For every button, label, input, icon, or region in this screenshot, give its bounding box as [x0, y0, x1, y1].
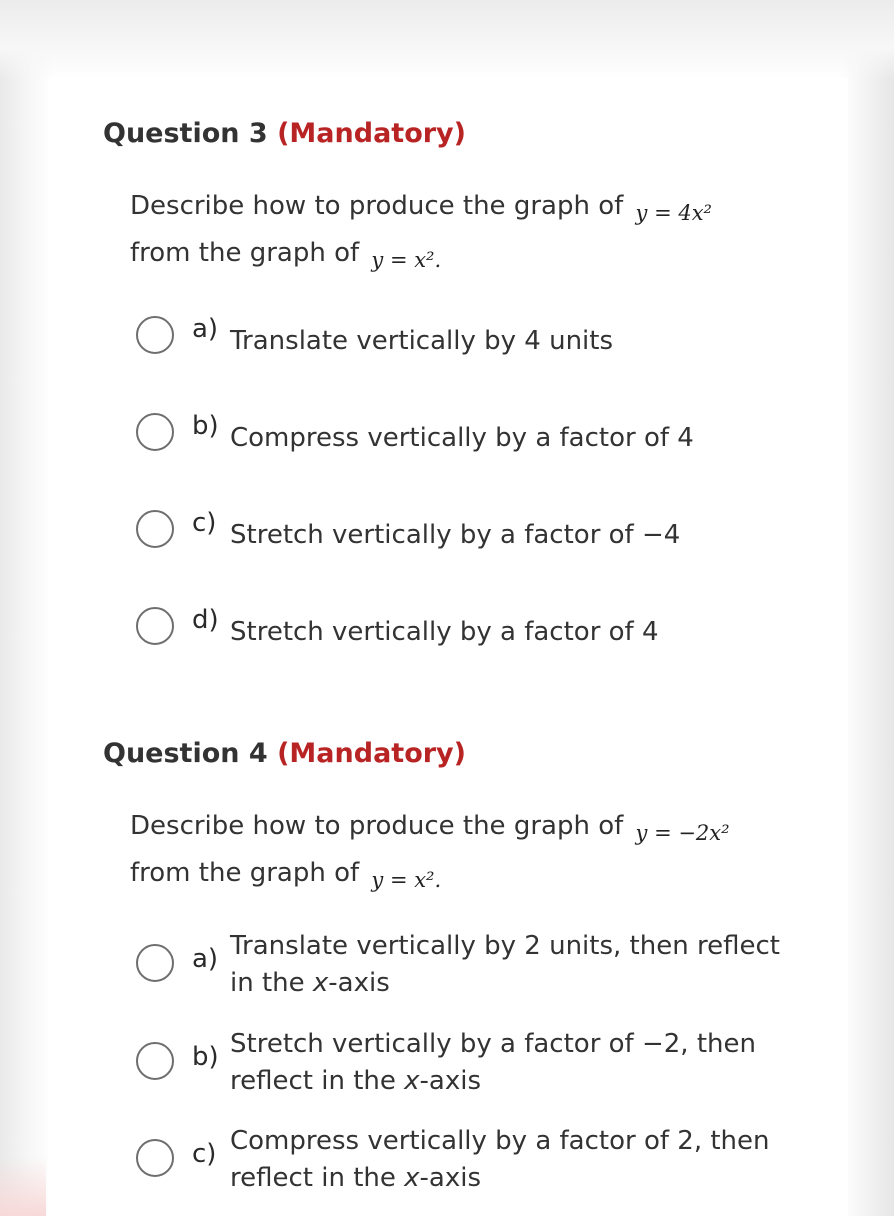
bottom-accent: [0, 1156, 46, 1216]
prompt-text: Describe how to produce the graph of: [130, 811, 624, 841]
question-number: Question 4: [103, 738, 268, 769]
prompt-text: from the graph of: [130, 858, 360, 888]
question-prompt: [130, 183, 830, 277]
option-letter: d): [192, 605, 219, 635]
radio-button[interactable]: [136, 607, 174, 645]
option-c[interactable]: [134, 1123, 834, 1203]
option-b[interactable]: [134, 1026, 834, 1106]
option-text: [230, 1123, 810, 1197]
option-text: [230, 928, 810, 1002]
option-a[interactable]: [134, 310, 834, 360]
radio-button[interactable]: [136, 510, 174, 548]
quiz-page: [48, 78, 848, 1216]
axis-variable: x: [404, 1066, 420, 1096]
prompt-text: Describe how to produce the graph of: [130, 191, 624, 221]
top-fade: [0, 0, 894, 80]
option-text: Translate vertically by 4 units: [230, 326, 614, 356]
radio-button[interactable]: [136, 944, 174, 982]
option-letter: a): [192, 944, 219, 974]
option-letter: c): [192, 508, 217, 538]
option-text-part: Stretch vertically by a factor of −2, then reflect in the: [230, 1029, 756, 1096]
radio-button[interactable]: [136, 1139, 174, 1177]
option-text: Stretch vertically by a factor of −4: [230, 520, 681, 550]
option-text-part: -axis: [328, 968, 390, 998]
target-equation: y = −2x²: [635, 821, 730, 845]
option-letter: b): [192, 1042, 219, 1072]
option-letter: b): [192, 411, 219, 441]
mandatory-label: (Mandatory): [277, 118, 467, 149]
option-d[interactable]: [134, 601, 834, 651]
option-text: Stretch vertically by a factor of 4: [230, 617, 659, 647]
question-prompt: [130, 803, 830, 897]
question-title: [103, 738, 466, 769]
prompt-text: from the graph of: [130, 238, 360, 268]
option-letter: c): [192, 1139, 217, 1169]
radio-button[interactable]: [136, 1042, 174, 1080]
radio-button[interactable]: [136, 316, 174, 354]
option-letter: a): [192, 314, 219, 344]
base-equation: y = x².: [371, 868, 442, 892]
axis-variable: x: [404, 1163, 420, 1193]
option-text-part: -axis: [419, 1066, 482, 1096]
option-text-part: -axis: [419, 1163, 482, 1193]
question-title: [103, 118, 466, 149]
target-equation: y = 4x²: [635, 201, 712, 225]
question-number: Question 3: [103, 118, 268, 149]
option-a[interactable]: [134, 928, 834, 1008]
option-c[interactable]: [134, 504, 834, 554]
radio-button[interactable]: [136, 413, 174, 451]
mandatory-label: (Mandatory): [277, 738, 467, 769]
base-equation: y = x².: [371, 248, 442, 272]
axis-variable: x: [312, 968, 329, 998]
option-b[interactable]: [134, 407, 834, 457]
option-text: [230, 1026, 810, 1100]
option-text: Compress vertically by a factor of 4: [230, 423, 694, 453]
option-text-part: Compress vertically by a factor of 2, then reflect in the: [230, 1126, 770, 1193]
option-text-part: Translate vertically by 2 units, then reflect in the: [230, 931, 780, 998]
